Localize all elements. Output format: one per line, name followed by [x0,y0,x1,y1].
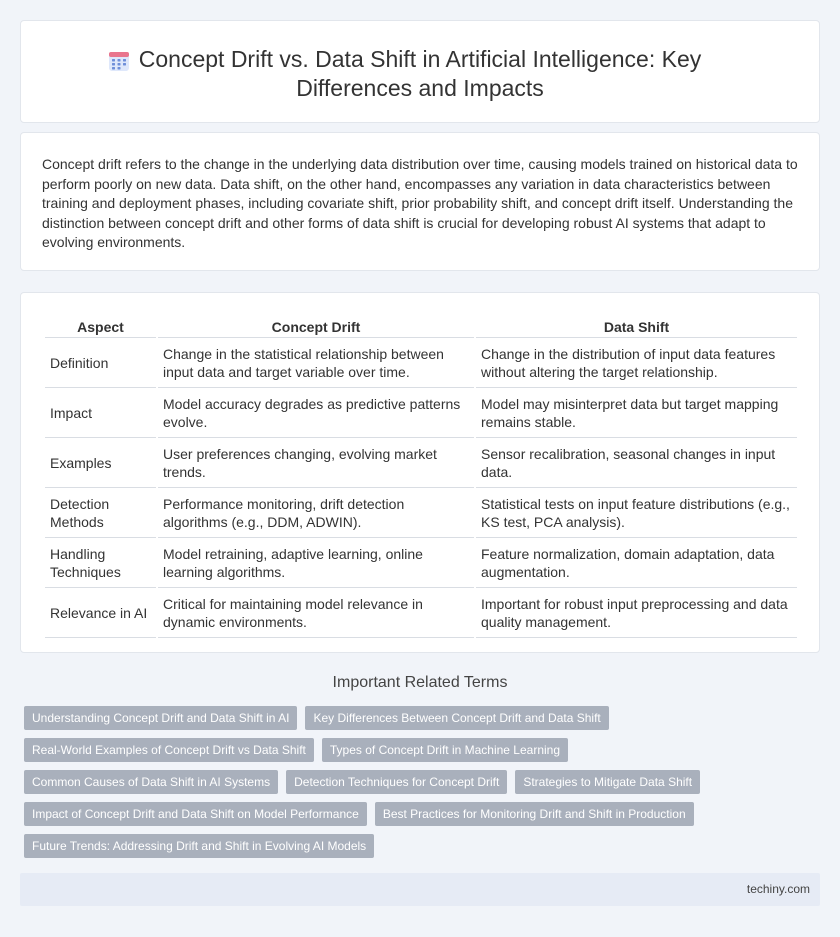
cell-aspect: Definition [45,340,156,388]
cell-concept-drift: Performance monitoring, drift detection algorithms (e.g., DDM, ADWIN). [158,490,474,538]
comparison-table-card [20,292,820,653]
header-aspect: Aspect [45,316,156,338]
cell-data-shift: Change in the distribution of input data features without altering the target relationship. [476,340,797,388]
table-row [45,540,797,588]
cell-aspect: Detection Methods [45,490,156,538]
cell-data-shift: Model may misinterpret data but target mapping remains stable. [476,390,797,438]
page-title [21,45,819,103]
cell-aspect: Impact [45,390,156,438]
related-term-tag[interactable]: Key Differences Between Concept Drift and Data Shift [305,706,608,730]
header-concept-drift: Concept Drift [158,316,474,338]
cell-concept-drift: Change in the statistical relationship between input data and target variable over time. [158,340,474,388]
footer-bar [20,873,820,906]
footer-site-link[interactable]: techiny.com [746,882,810,896]
intro-paragraph: Concept drift refers to the change in the underlying data distribution over time, causing models trained on historical data to perform poorly on new data. Data shift, on the other hand, encompasses any variation in data characteristics between training and deployment phases, including covariate shift, prior probability shift, and concept drift itself. Understanding the distinction between concept drift and other forms of data shift is crucial for developing robust AI systems that adapt to evolving environments. [42,156,798,250]
cell-data-shift: Feature normalization, domain adaptation, data augmentation. [476,540,797,588]
cell-aspect: Handling Techniques [45,540,156,588]
related-term-tag[interactable]: Detection Techniques for Concept Drift [286,770,507,794]
cell-data-shift: Sensor recalibration, seasonal changes in input data. [476,440,797,488]
cell-data-shift: Statistical tests on input feature distributions (e.g., KS test, PCA analysis). [476,490,797,538]
header-data-shift: Data Shift [476,316,797,338]
cell-data-shift: Important for robust input preprocessing and data quality management. [476,590,797,638]
title-line-2: Differences and Impacts [296,75,544,101]
related-term-tag[interactable]: Future Trends: Addressing Drift and Shift in Evolving AI Models [24,834,374,858]
related-term-tag[interactable]: Impact of Concept Drift and Data Shift on Model Performance [24,802,367,826]
table-row [45,590,797,638]
intro-card [20,132,820,271]
table-row [45,440,797,488]
cell-concept-drift: Model accuracy degrades as predictive patterns evolve. [158,390,474,438]
table-row [45,490,797,538]
related-term-tag[interactable]: Understanding Concept Drift and Data Shift in AI [24,706,297,730]
comparison-table [43,314,799,640]
title-card [20,20,820,123]
table-header-row [45,316,797,338]
related-term-tag[interactable]: Strategies to Mitigate Data Shift [515,770,700,794]
calendar-grid-icon [107,49,131,73]
title-line-1: Concept Drift vs. Data Shift in Artificial Intelligence: Key [138,46,702,72]
related-term-tag[interactable]: Types of Concept Drift in Machine Learning [322,738,568,762]
cell-concept-drift: User preferences changing, evolving market trends. [158,440,474,488]
related-terms-list [24,706,714,858]
table-row [45,340,797,388]
related-term-tag[interactable]: Best Practices for Monitoring Drift and Shift in Production [375,802,694,826]
cell-aspect: Examples [45,440,156,488]
cell-concept-drift: Model retraining, adaptive learning, online learning algorithms. [158,540,474,588]
cell-concept-drift: Critical for maintaining model relevance in dynamic environments. [158,590,474,638]
table-row [45,390,797,438]
cell-aspect: Relevance in AI [45,590,156,638]
related-term-tag[interactable]: Common Causes of Data Shift in AI Systems [24,770,278,794]
related-terms-title: Important Related Terms [332,674,508,691]
related-term-tag[interactable]: Real-World Examples of Concept Drift vs Data Shift [24,738,314,762]
